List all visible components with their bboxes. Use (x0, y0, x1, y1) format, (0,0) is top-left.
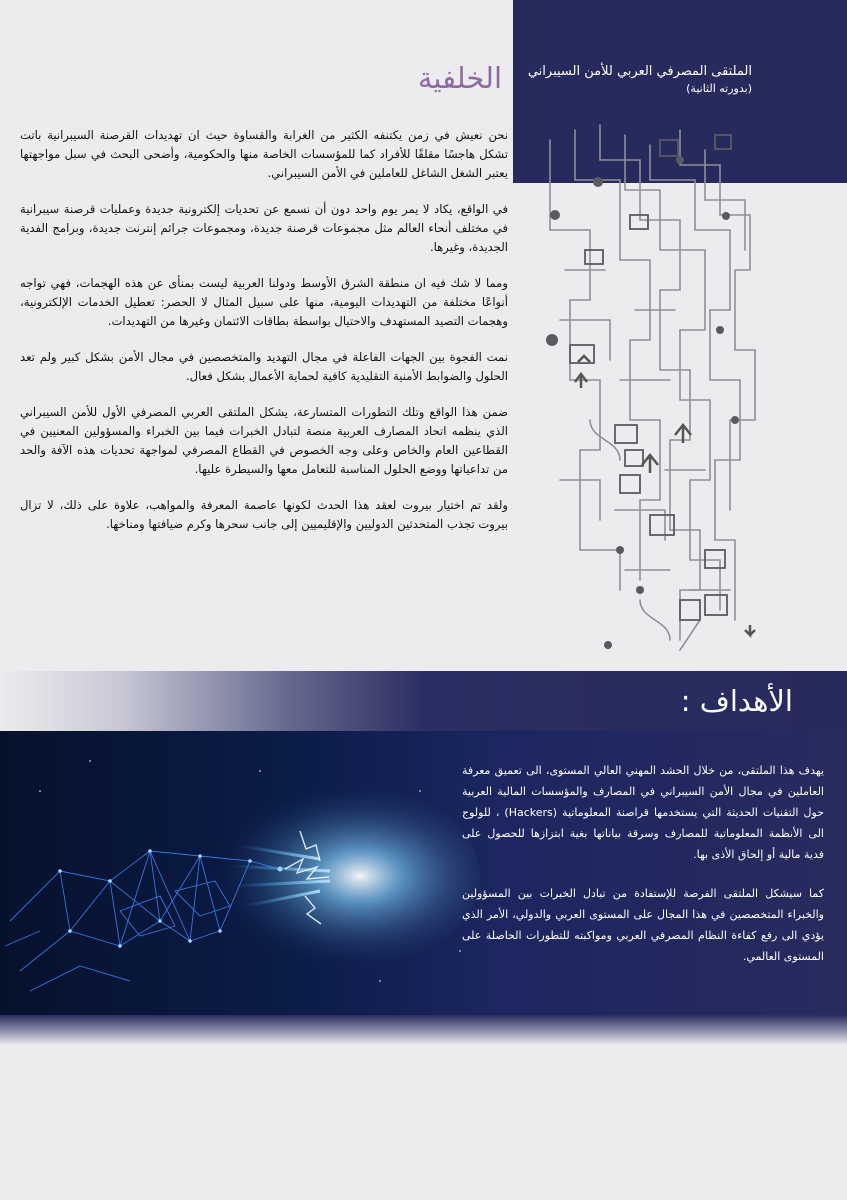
background-paragraph: ولقد تم اختيار بيروت لعقد هذا الحدث لكونها عاصمة المعرفة والمواهب، علاوة على ذلك، لا تزال بيروت تجذب المتحدثين الدوليين والإقليميين إلى جانب سحرها وكرم ضيافتها ومناخها. (20, 498, 508, 531)
hero-fade (0, 1015, 847, 1045)
event-title: الملتقى المصرفي العربي للأمن السيبراني (527, 64, 752, 79)
goals-heading: الأهداف : (680, 684, 793, 718)
digital-hand-illustration (0, 731, 520, 1015)
background-heading: الخلفية (417, 61, 502, 95)
background-body (20, 126, 508, 551)
event-edition: (بدورته الثانية) (686, 82, 752, 95)
goals-paragraph: يهدف هذا الملتقى، من خلال الحشد المهني العالي المستوى، الى تعميق معرفة العاملين في مجال الأمن السيبراني في المصارف والمؤسسات المالية العربية حول التقنيات الحديثة التي يستخدمها قراصنة المعلوماتية (Hackers) ، للولوج الى الأنظمة المعلوماتية للمصارف وسرقة بياناتها بغية ابتزازها للحصول على فدية مالية أو إلحاق الأذى بها. (462, 764, 824, 861)
background-paragraph: ومما لا شك فيه ان منطقة الشرق الأوسط ودولنا العربية ليست بمنأى عن هذه الهجمات، فهي تواجه أنواعًا مختلفة من التهديدات اليومية، منها على سبيل المثال لا الحصر: تعطيل الخدمات الإلكترونية، وهجمات التصيد المستهدف والاحتيال بواسطة بطاقات الائتمان وغيرها من التهديدات. (20, 276, 508, 328)
background-paragraph: ضمن هذا الواقع وتلك التطورات المتسارعة، يشكل الملتقى العربي المصرفي الأول للأمن السيبراني الذي ينظمه اتحاد المصارف العربية منصة لتبادل الخبرات فيما بين الخبراء والمسؤولين المعنيين في القطاعين العام والخاص وعلى وجه الخصوص في القطاع المصرفي لمواجهة تحديات هذه الآفة والحد من تداعياتها ووضع الحلول المناسبة للتعامل معها والسيطرة عليها. (20, 405, 508, 476)
goals-body (462, 760, 824, 985)
background-paragraph: في الواقع، يكاد لا يمر يوم واحد دون أن نسمع عن تحديات إلكترونية جديدة وعمليات قرصنة سيبرانية في مختلف أنحاء العالم مثل مجموعات قرصنة جديدة، ومجموعات جرائم إنترنت جديدة، وبرامج الفدية الجديدة، وغيرها. (20, 202, 508, 254)
background-paragraph: نحن نعيش في زمن يكتنفه الكثير من الغرابة والقساوة حيث ان تهديدات القرصنة السيبرانية باتت تشكل هاجسًا مقلقًا للأفراد كما للمؤسسات الخاصة منها والحكومية، وأضحى البحث في سبل مواجهتها يعتبر الشغل الشاغل للعاملين في الأمن السيبراني. (20, 128, 508, 180)
circuit-illustration (530, 120, 770, 665)
goals-paragraph: كما سيشكل الملتقى الفرصة للإستفادة من تبادل الخبرات بين المسؤولين والخبراء المتخصصين في هذا المجال على المستوى العربي والدولي، الأمر الذي يؤدي الى رفع كفاءة النظام المصرفي العربي ومواكبته للتطورات الحاصلة على المستوى العالمي. (462, 887, 824, 963)
background-paragraph: نمت الفجوة بين الجهات الفاعلة في مجال التهديد والمتخصصين في مجال الأمن بشكل كبير ولم تعد الحلول والضوابط الأمنية التقليدية كافية لحماية الأعمال بشكل فعال. (20, 350, 508, 383)
